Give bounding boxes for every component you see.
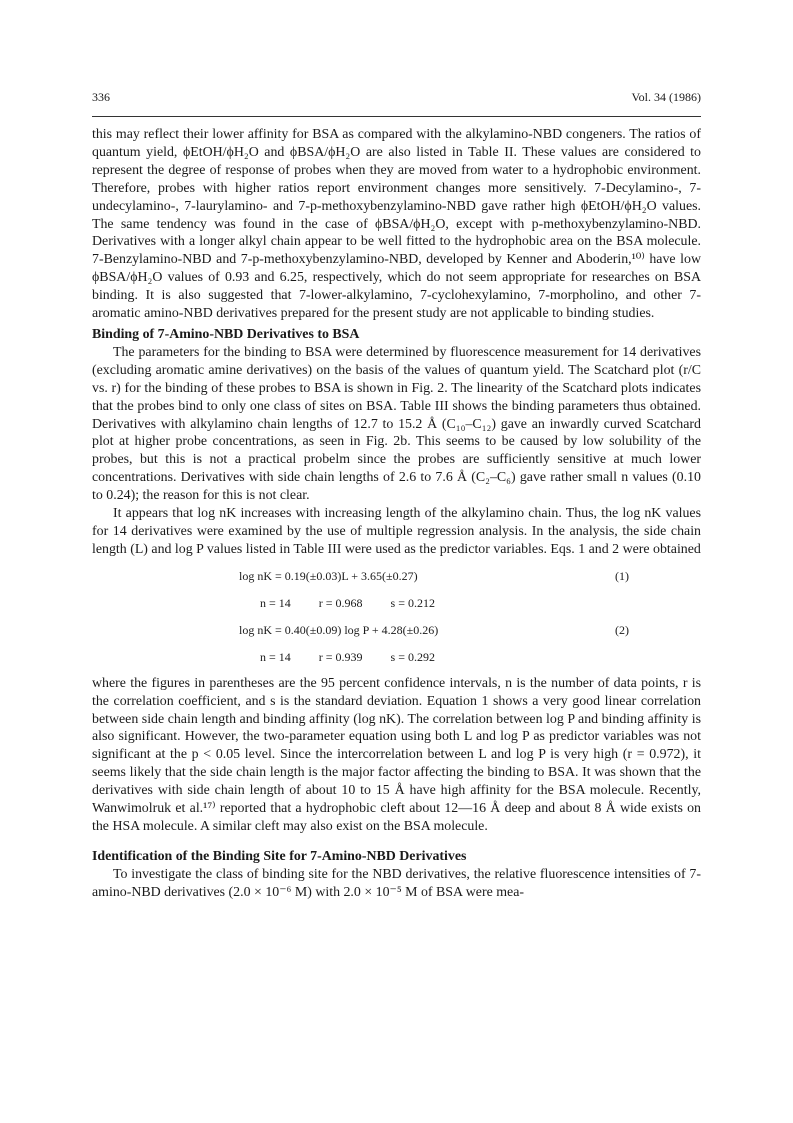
volume-label: Vol. 34 (1986) [631,90,701,104]
equation-stats-row [92,590,701,617]
paragraph: where the figures in parentheses are the 95 percent confidence intervals, n is the number of data points, r is the correlation coefficient, and s is the standard deviation. Equation 1 shows a very good linear correlation between side chain length and binding affinity (log nK). The correlation between log P and binding affinity is also significant. However, the two-parameter equation using both L and log P as predictor variables was not significant at the p < 0.05 level. Since the intercorrelation between L and log P is very high (r = 0.972), it seems likely that the side chain length is the major factor affecting the binding to BSA. It was shown that the derivatives with side chain length of about 10 to 15 Å have high affinity for the BSA molecule. Recently, Wanwimolruk et al.¹⁷⁾ reported that a hydrophobic cleft about 12—16 Å deep and about 8 Å wide exists on the HSA molecule. A similar cleft may also exist on the BSA molecule. [92,675,701,834]
paragraph: To investigate the class of binding site for the NBD derivatives, the relative fluorescence intensities of 7-amino-NBD derivatives (2.0 × 10⁻⁶ M) with 2.0 × 10⁻⁵ M of BSA were mea- [92,866,701,900]
section-heading: Binding of 7-Amino-NBD Derivatives to BSA [92,326,360,342]
stat-r: r = 0.968 [318,595,363,610]
header-rule [92,116,701,117]
equation-stats [260,590,463,617]
equation-stats [260,644,463,671]
equation-number: (1) [615,568,629,583]
stat-s: s = 0.292 [390,649,435,664]
equation-row [92,563,701,590]
equation: log nK = 0.40(±0.09) log P + 4.28(±0.26) [239,622,439,637]
paragraph: It appears that log nK increases with increasing length of the alkylamino chain. Thus, the log nK values for 14 derivatives were examined by the use of multiple regression analysis. In the analysis, the side chain length (L) and log P values listed in Table III were used as the predictor variables. Eqs. 1 and 2 were obtained [92,506,701,557]
stat-s: s = 0.212 [390,595,435,610]
equation: log nK = 0.19(±0.03)L + 3.65(±0.27) [239,568,418,583]
equation-stats-row [92,644,701,671]
stat-n: n = 14 [260,595,291,610]
section-heading: Identification of the Binding Site for 7-Amino-NBD Derivatives [92,848,467,864]
stat-r: r = 0.939 [318,649,363,664]
body-text [92,126,701,902]
stat-n: n = 14 [260,649,291,664]
page-number: 336 [92,90,110,104]
running-header [92,90,701,106]
paragraph: The parameters for the binding to BSA were determined by fluorescence measurement for 14 derivatives (excluding aromatic amine derivatives) on the basis of the values of quantum yield. The Scatchard plot (r/C vs. r) for the binding of these probes to BSA is shown in Fig. 2. The linearity of the Scatchard plots indicates that the probes bind to only one class of sites on BSA. Table III shows the binding parameters thus obtained. Derivatives with alkylamino chain lengths of 12.7 to 15.2 Å (C₁₀–C₁₂) gave an inwardly curved Scatchard plot at higher probe concentrations, as seen in Fig. 2b. This seems to be caused by low solubility of the probes, but this is not a practical probelm since the probes are sufficiently sensitive at much lower concentrations. Derivatives with side chain lengths of 2.6 to 7.6 Å (C₂–C₆) gave rather small n values (0.10 to 0.24); the reason for this is not clear. [92,344,701,504]
paragraph: this may reflect their lower affinity for BSA as compared with the alkylamino-NBD congeners. The ratios of quantum yield, ϕEtOH/ϕH₂O and ϕBSA/ϕH₂O are also listed in Table II. These values are considered to represent the degree of response of probes when they are moved from water to a hydrophobic environment. Therefore, probes with higher ratios report environment changes more sensitively. 7-Decylamino-, 7-undecylamino-, 7-laurylamino- and 7-p-methoxybenzylamino-NBD gave rather high ϕEtOH/ϕH₂O values. The same tendency was found in the case of ϕBSA/ϕH₂O, except with p-methoxybenzylamino-NBD. Derivatives with a longer alkyl chain appear to be well fitted to the hydrophobic area on the BSA molecule. 7-Benzylamino-NBD and 7-p-methoxybenzylamino-NBD, developed by Kenner and Aboderin,¹⁰⁾ have low ϕBSA/ϕH₂O values of 0.93 and 6.25, respectively, which do not seem appropriate for researches on BSA binding. It is also suggested that 7-lower-alkylamino, 7-cyclohexylamino, 7-morpholino, and other 7-aromatic amino-NBD derivatives prepared for the present study are not applicable to binding studies. [92,127,701,322]
equations-block [92,563,701,671]
equation-number: (2) [615,622,629,637]
equation-row [92,617,701,644]
